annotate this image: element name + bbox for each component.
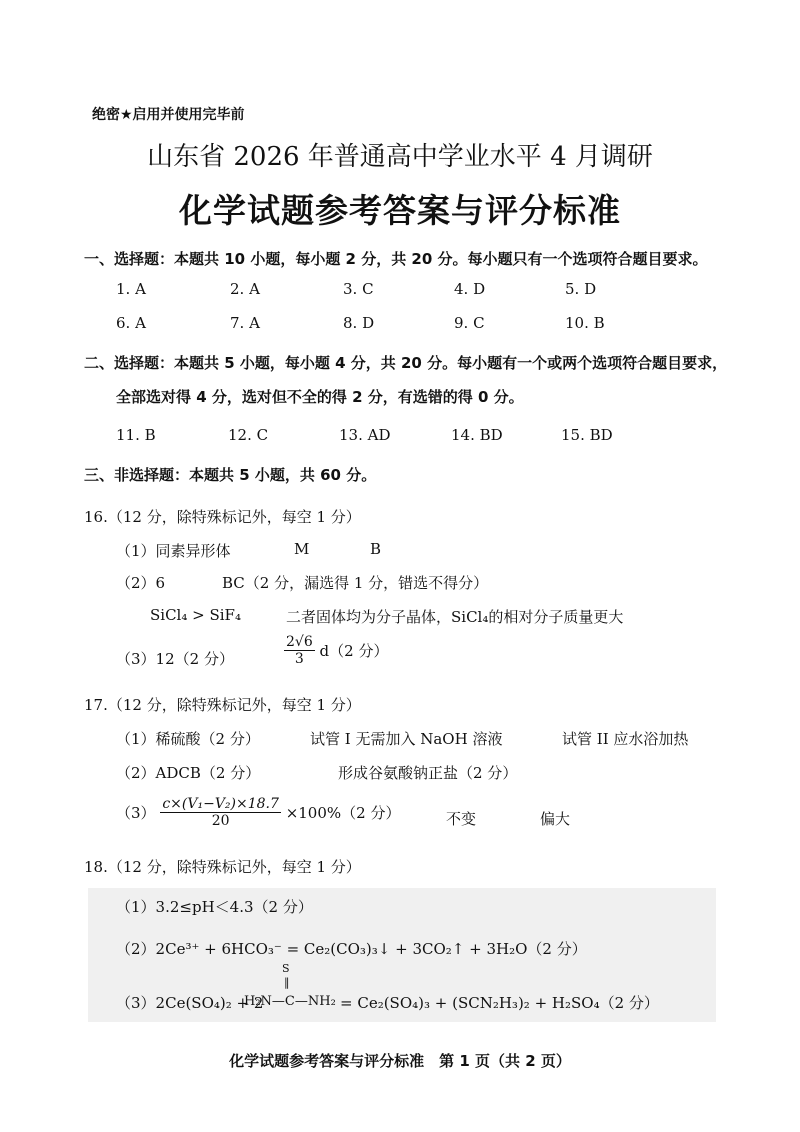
answer-6: 6. A xyxy=(116,314,146,332)
q17-part3-formula xyxy=(116,796,400,829)
fraction-denominator: 3 xyxy=(294,651,304,667)
q16-part2-answer-d: 二者固体均为分子晶体，SiCl₄的相对分子质量更大 xyxy=(286,608,624,626)
q18-title: 18.（12 分，除特殊标记外，每空 1 分） xyxy=(84,858,361,876)
answer-13: 13. AD xyxy=(339,426,391,444)
q16-part2-answer-a: BC（2 分，漏选得 1 分，错选不得分） xyxy=(222,574,489,592)
q17-part2-label: （2）ADCB（2 分） xyxy=(116,764,261,782)
answer-4: 4. D xyxy=(454,280,486,298)
q16-part3-label: （3）12（2 分） xyxy=(116,650,234,668)
q17-part3-answer-b: 偏大 xyxy=(540,810,571,828)
fraction xyxy=(160,796,281,829)
q17-title: 17.（12 分，除特殊标记外，每空 1 分） xyxy=(84,696,361,714)
q16-part1-label: （1）同素异形体 xyxy=(116,542,231,560)
q16-part3-tail: d（2 分） xyxy=(319,642,389,660)
q17-part3-answer-a: 不变 xyxy=(446,810,477,828)
q16-part1-answer-a: M xyxy=(294,540,310,558)
answer-1: 1. A xyxy=(116,280,146,298)
fraction-numerator: c×(V₁−V₂)×18.7 xyxy=(162,796,279,812)
section2-heading: 二、选择题：本题共 5 小题，每小题 4 分，共 20 分。每小题有一个或两个选项符合题目要求， xyxy=(84,354,728,372)
q17-part3-label: （3） xyxy=(116,804,156,822)
document-title: 化学试题参考答案与评分标准 xyxy=(179,191,621,230)
section1-heading: 一、选择题：本题共 10 小题，每小题 2 分，共 20 分。每小题只有一个选项符合题目要求。 xyxy=(84,250,708,268)
q18-part3-left: （3）2Ce(SO₄)₂ + 2 xyxy=(116,994,264,1012)
thiourea-structure: H₂N—C—NH₂ xyxy=(244,994,336,1009)
q16-part2-answer-c: SiCl₄ > SiF₄ xyxy=(150,606,241,624)
q17-part1-answer-b: 试管 II 应水浴加热 xyxy=(562,730,689,748)
double-bond-mark: ‖ xyxy=(284,976,290,989)
answer-11: 11. B xyxy=(116,426,156,444)
exam-title: 山东省 2026 年普通高中学业水平 4 月调研 xyxy=(147,142,653,172)
q16-title: 16.（12 分，除特殊标记外，每空 1 分） xyxy=(84,508,361,526)
q18-part3-right: = Ce₂(SO₄)₃ + (SCN₂H₃)₂ + H₂SO₄（2 分） xyxy=(340,994,659,1012)
q18-part2: （2）2Ce³⁺ + 6HCO₃⁻ = Ce₂(CO₃)₃↓ + 3CO₂↑ + 3H₂O（2 分） xyxy=(116,940,587,958)
thiourea-sulfur: S xyxy=(282,962,290,975)
q16-part2-label: （2）6 xyxy=(116,574,166,592)
answer-12: 12. C xyxy=(228,426,269,444)
section2-heading-cont: 全部选对得 4 分，选对但不全的得 2 分，有选错的得 0 分。 xyxy=(116,388,524,406)
answer-14: 14. BD xyxy=(451,426,503,444)
answer-8: 8. D xyxy=(343,314,375,332)
answer-7: 7. A xyxy=(230,314,260,332)
answer-9: 9. C xyxy=(454,314,485,332)
answer-10: 10. B xyxy=(565,314,605,332)
q17-part1-answer-a: 试管 I 无需加入 NaOH 溶液 xyxy=(310,730,503,748)
section3-heading: 三、非选择题：本题共 5 小题，共 60 分。 xyxy=(84,466,377,484)
q17-part2-answer-a: 形成谷氨酸钠正盐（2 分） xyxy=(338,764,518,782)
q17-part1-label: （1）稀硫酸（2 分） xyxy=(116,730,260,748)
answer-15: 15. BD xyxy=(561,426,613,444)
fraction xyxy=(284,634,315,667)
q16-part3-formula xyxy=(284,634,388,667)
answer-5: 5. D xyxy=(565,280,597,298)
fraction-numerator: 2√6 xyxy=(286,634,313,650)
secret-notice: 绝密★启用并使用完毕前 xyxy=(92,107,245,123)
answer-3: 3. C xyxy=(343,280,374,298)
q17-part3-tail: ×100%（2 分） xyxy=(285,804,401,822)
page-footer: 化学试题参考答案与评分标准 第 1 页（共 2 页） xyxy=(229,1052,571,1070)
q16-part1-answer-b: B xyxy=(370,540,382,558)
fraction-denominator: 20 xyxy=(211,813,230,829)
answer-2: 2. A xyxy=(230,280,260,298)
q18-part1: （1）3.2≤pH＜4.3（2 分） xyxy=(116,898,313,916)
